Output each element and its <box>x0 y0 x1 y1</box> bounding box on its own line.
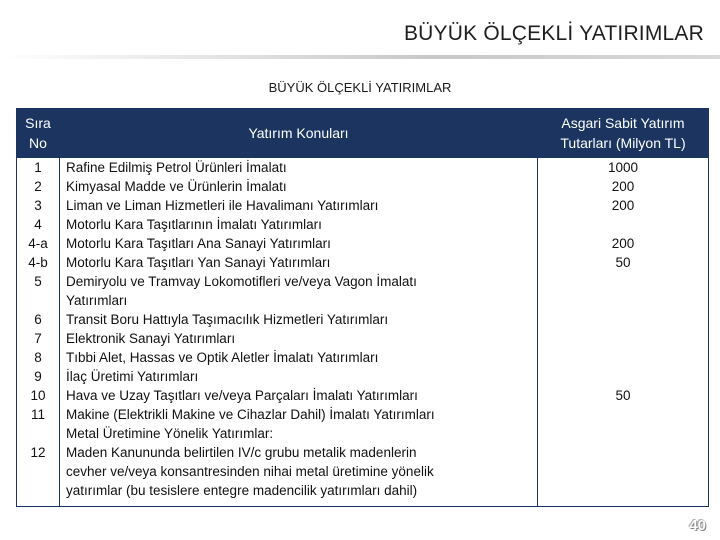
row-number: 11 <box>30 407 45 422</box>
row-number: 12 <box>30 445 46 460</box>
row-number: 8 <box>34 350 42 365</box>
minimum-amount <box>538 367 708 386</box>
minimum-amount <box>538 310 708 329</box>
investment-topic: Maden Kanununda belirtilen IV/c grubu metalik madenlerin <box>66 445 417 460</box>
minimum-amount: 200 <box>611 236 635 251</box>
page-number: 40 <box>689 517 706 534</box>
row-number <box>17 291 59 310</box>
minimum-amount <box>538 481 708 500</box>
minimum-amount <box>538 272 708 291</box>
row-number: 2 <box>34 179 42 194</box>
header-asgari-tutar: Asgari Sabit Yatırım Tutarları (Milyon TL) <box>538 108 709 158</box>
minimum-amount <box>538 424 708 443</box>
table-header-row <box>17 108 709 158</box>
minimum-amount <box>538 443 708 462</box>
minimum-amount <box>538 405 708 424</box>
row-number: 4 <box>34 217 42 232</box>
row-number <box>17 481 59 500</box>
investment-topic: Motorlu Kara Taşıtlarının İmalatı Yatırımları <box>66 217 322 232</box>
investment-topic: Makine (Elektrikli Makine ve Cihazlar Dahil) İmalatı Yatırımları <box>66 407 435 422</box>
row-number: 1 <box>34 160 42 175</box>
minimum-amount: 200 <box>611 179 635 194</box>
row-number: 3 <box>34 198 42 213</box>
sira-no-column <box>17 158 60 507</box>
investment-topic: Rafine Edilmiş Petrol Ürünleri İmalatı <box>66 160 287 175</box>
row-number: 5 <box>34 274 42 289</box>
row-number: 4-a <box>28 236 48 251</box>
minimum-amount: 50 <box>615 388 631 403</box>
investment-topic: cevher ve/veya konsantresinden nihai metal üretimine yönelik <box>66 464 434 479</box>
minimum-amount: 1000 <box>607 160 639 175</box>
row-number <box>17 462 59 481</box>
minimum-amount <box>538 462 708 481</box>
minimum-amount <box>538 215 708 234</box>
yatirim-konulari-column <box>60 158 538 507</box>
investment-topic: Metal Üretimine Yönelik Yatırımlar: <box>66 426 274 441</box>
minimum-amount: 50 <box>615 255 631 270</box>
investment-topic: Tıbbi Alet, Hassas ve Optik Aletler İmalatı Yatırımları <box>66 350 379 365</box>
minimum-amount: 200 <box>611 198 635 213</box>
minimum-amount <box>538 348 708 367</box>
investment-topic: Motorlu Kara Taşıtları Ana Sanayi Yatırımları <box>66 236 331 251</box>
table-body-row <box>17 158 709 507</box>
row-number: 10 <box>30 388 46 403</box>
minimum-amount <box>538 291 708 310</box>
minimum-amount <box>538 329 708 348</box>
asgari-tutar-column <box>538 158 709 507</box>
row-number: 6 <box>34 312 42 327</box>
investment-topic: yatırımlar (bu tesislere entegre madencilik yatırımları dahil) <box>66 483 418 498</box>
row-number: 7 <box>34 331 42 346</box>
row-number: 9 <box>34 369 42 384</box>
investment-topic: Demiryolu ve Tramvay Lokomotifleri ve/veya Vagon İmalatı <box>66 274 417 289</box>
investment-topic: Liman ve Liman Hizmetleri ile Havalimanı Yatırımları <box>66 198 379 213</box>
investment-topic: Transit Boru Hattıyla Taşımacılık Hizmetleri Yatırımları <box>66 312 389 327</box>
slide-title: BÜYÜK ÖLÇEKLİ YATIRIMLAR <box>403 22 704 45</box>
investment-topic: Motorlu Kara Taşıtları Yan Sanayi Yatırımları <box>66 255 331 270</box>
investment-topic: Elektronik Sanayi Yatırımları <box>66 331 236 346</box>
row-number <box>17 424 59 443</box>
investment-topic: Yatırımları <box>66 293 128 308</box>
investment-topic: İlaç Üretimi Yatırımları <box>66 369 199 384</box>
investment-table <box>16 108 709 507</box>
header-sira-no: Sıra No <box>17 108 60 158</box>
title-divider <box>0 55 720 59</box>
header-yatirim-konulari: Yatırım Konuları <box>60 108 538 158</box>
investment-topic: Hava ve Uzay Taşıtları ve/veya Parçaları İmalatı Yatırımları <box>66 388 418 403</box>
table-caption: BÜYÜK ÖLÇEKLİ YATIRIMLAR <box>268 80 452 95</box>
investment-topic: Kimyasal Madde ve Ürünlerin İmalatı <box>66 179 287 194</box>
row-number: 4-b <box>28 255 48 270</box>
